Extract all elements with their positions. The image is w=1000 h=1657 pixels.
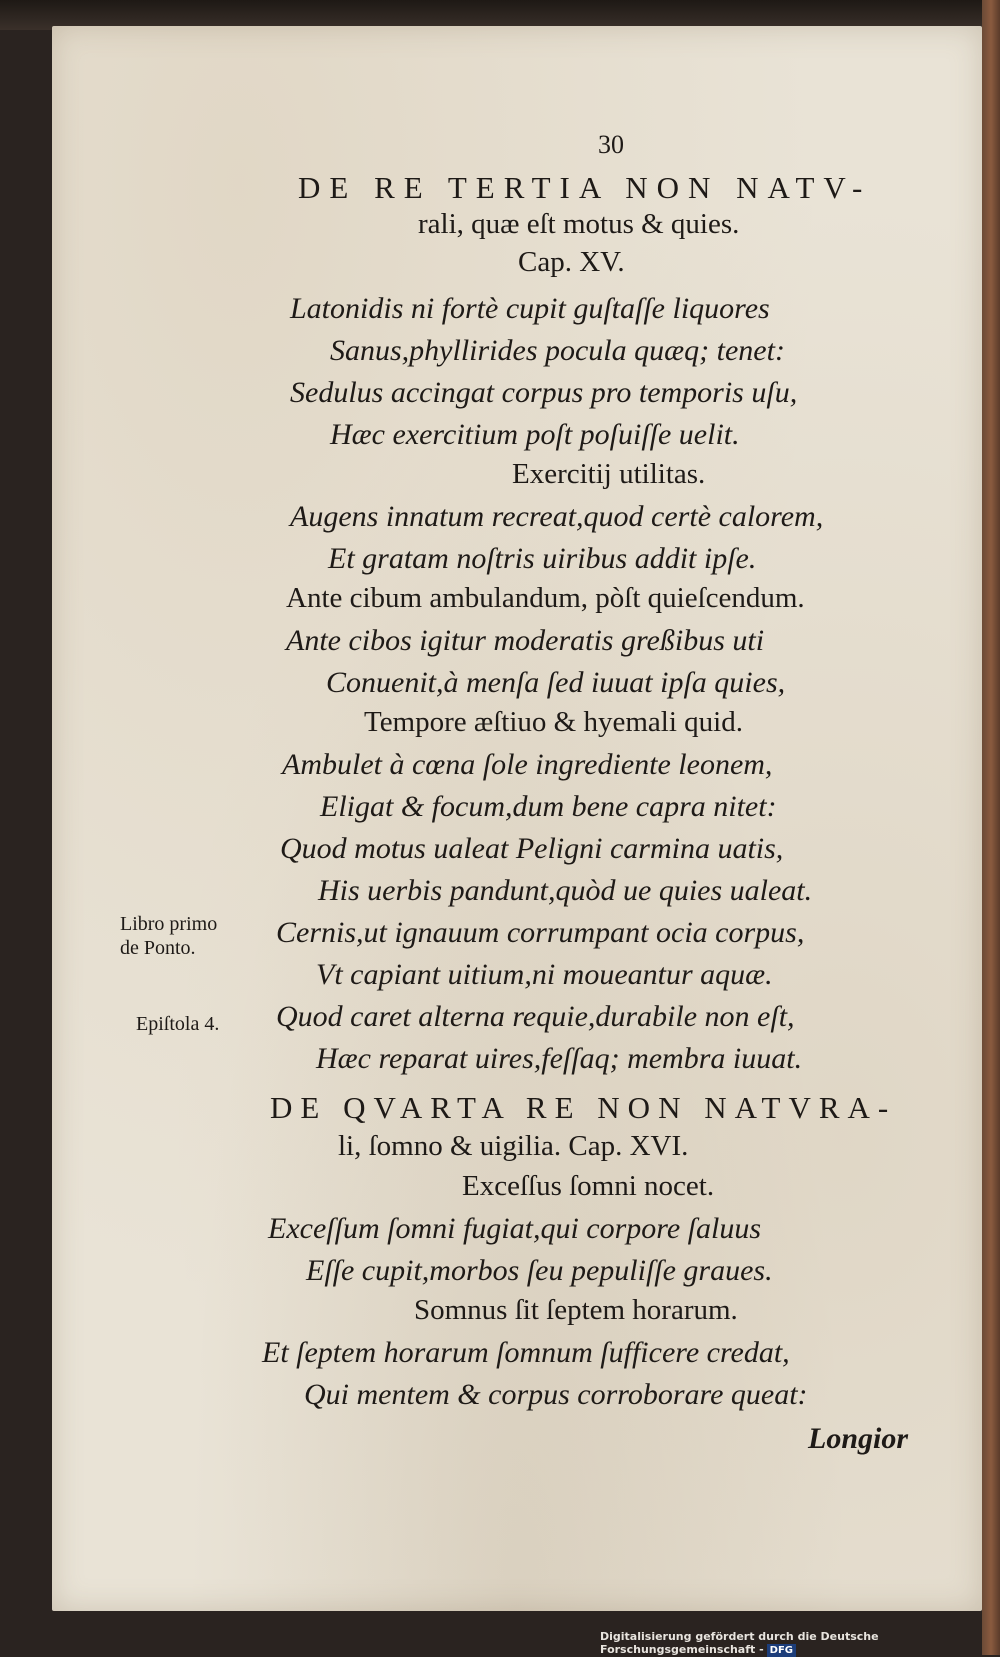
verse-line: Et gratam noſtris uiribus addit ipſe.	[328, 542, 757, 575]
chapter-heading-line-2: li, ſomno & uigilia. Cap. XVI.	[338, 1130, 689, 1162]
verse-line: His uerbis pandunt,quòd ue quies ualeat.	[318, 874, 813, 907]
book-spine	[982, 0, 1000, 1655]
catchword: Longior	[808, 1422, 909, 1455]
verse-line: Cernis,ut ignauum corrumpant ocia corpus,	[276, 916, 805, 949]
chapter-heading-line-1: DE QVARTA RE NON NATVRA-	[270, 1090, 897, 1125]
margin-note: de Ponto.	[120, 937, 196, 959]
margin-note: Epiſtola 4.	[136, 1013, 220, 1035]
verse-line: Latonidis ni fortè cupit guſtaſſe liquores	[290, 292, 770, 325]
verse-line: Conuenit,à menſa ſed iuuat ipſa quies,	[326, 666, 786, 699]
verse-line: Eſſe cupit,morbos ſeu pepuliſſe graues.	[306, 1254, 773, 1287]
section-subtitle: Ante cibum ambulandum, pòſt quieſcendum.	[286, 582, 805, 614]
verse-line: Qui mentem & corpus corroborare queat:	[304, 1378, 808, 1411]
verse-line: Sanus,phyllirides pocula quæq; tenet:	[330, 334, 785, 367]
verse-line: Et ſeptem horarum ſomnum ſufficere credat,	[262, 1336, 790, 1369]
verse-line: Hæc reparat uires,feſſaq; membra iuuat.	[316, 1042, 803, 1075]
section-subtitle: Exercitij utilitas.	[512, 458, 706, 490]
digitization-credit	[600, 1630, 1000, 1657]
margin-note: Libro primo	[120, 913, 218, 935]
verse-line: Hæc exercitium poſt poſuiſſe uelit.	[330, 418, 740, 451]
dfg-logo: DFG	[767, 1644, 796, 1657]
chapter-number: Cap. XV.	[518, 246, 625, 278]
verse-line: Ambulet à cœna ſole ingrediente leonem,	[282, 748, 773, 781]
chapter-heading-line-1: DE RE TERTIA NON NATV-	[298, 170, 872, 205]
page-number: 30	[598, 130, 624, 159]
verse-line: Quod motus ualeat Peligni carmina uatis,	[280, 832, 784, 865]
verse-line: Augens innatum recreat,quod certè calorem,	[290, 500, 824, 533]
credit-text: Digitalisierung gefördert durch die Deutsche Forschungsgemeinschaft -	[600, 1630, 879, 1656]
chapter-heading-line-2: rali, quæ eſt motus & quies.	[418, 208, 740, 240]
verse-line: Quod caret alterna requie,durabile non eſt,	[276, 1000, 795, 1033]
verse-line: Ante cibos igitur moderatis greßibus uti	[286, 624, 765, 657]
verse-line: Exceſſum ſomni fugiat,qui corpore ſaluus	[268, 1212, 761, 1245]
section-subtitle: Somnus ſit ſeptem horarum.	[414, 1294, 738, 1326]
verse-line: Eligat & focum,dum bene capra nitet:	[320, 790, 777, 823]
verse-line: Sedulus accingat corpus pro temporis uſu,	[290, 376, 798, 409]
section-subtitle: Tempore æſtiuo & hyemali quid.	[364, 706, 743, 738]
verse-line: Vt capiant uitium,ni moueantur aquæ.	[316, 958, 773, 991]
section-subtitle: Exceſſus ſomni nocet.	[462, 1170, 715, 1202]
